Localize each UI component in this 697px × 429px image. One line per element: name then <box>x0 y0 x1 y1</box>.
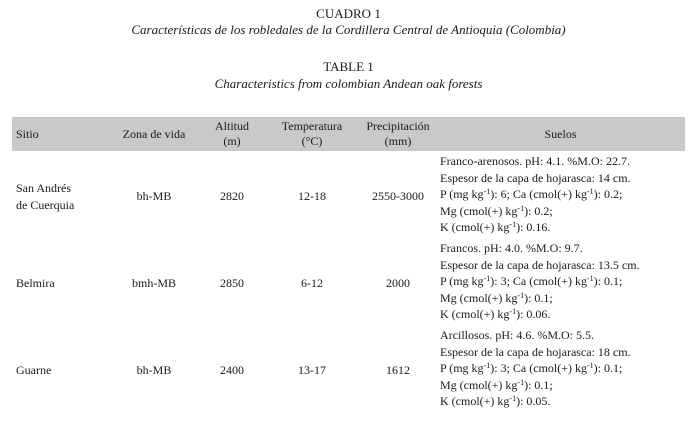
table-row <box>12 240 685 327</box>
cell-zona: bh-MB <box>136 363 172 377</box>
cell-sitio: Guarne <box>16 363 52 377</box>
cell-zona: bh-MB <box>136 189 172 203</box>
header-altitud: Altitud (m) <box>214 119 249 148</box>
header-precipitacion: Precipitación (mm) <box>366 119 430 148</box>
cell-temperatura: 12-18 <box>298 189 326 203</box>
cell-precipitacion: 2550-3000 <box>372 189 424 203</box>
cell-temperatura: 13-17 <box>298 363 326 377</box>
header-temperatura: Temperatura (°C) <box>281 119 343 148</box>
cell-precipitacion: 2000 <box>386 276 410 290</box>
cell-suelos: Franco-arenosos. pH: 4.1. %M.O: 22.7. Espesor de la capa de hojarasca: 14 cm. P (mg $kg^{-1}$): 6; Ca (cmol(+) $kg^{-1}$): 0.2; Mg (cmol(+) $kg^{-1}$): 0.2; K (cmol(+) $kg^{-1}$): 0.16. <box>440 154 631 235</box>
cell-altitud: 2850 <box>220 276 244 290</box>
caption-label-en: TABLE 1 <box>323 59 374 74</box>
caption-title-es: Características de los robledales de la Cordillera Central de Antioquia (Colombia) <box>131 22 566 37</box>
cell-precipitacion: 1612 <box>386 363 410 377</box>
header-zona-de-vida: Zona de vida <box>122 126 186 141</box>
cell-suelos: Francos. pH: 4.0. %M.O: 9.7. Espesor de la capa de hojarasca: 13.5 cm. P (mg $kg^{-1}$): 3; Ca (cmol(+) $kg^{-1}$): 0.1; Mg (cmol(+) $kg^{-1}$): 0.1; K (cmol(+) $kg^{-1}$): 0.06. <box>440 241 640 322</box>
caption-title-en: Characteristics from colombian Andean oak forests <box>214 76 483 91</box>
cell-altitud: 2400 <box>220 363 244 377</box>
table-header-row <box>12 117 685 151</box>
cell-temperatura: 6-12 <box>301 276 323 290</box>
table-row <box>12 153 685 240</box>
header-sitio: Sitio <box>16 126 39 141</box>
header-suelos: Suelos <box>544 126 577 141</box>
cell-sitio: Belmira <box>16 276 55 290</box>
cell-sitio: San Andrés de Cuerquia <box>16 180 75 212</box>
cell-zona: bmh-MB <box>131 276 176 290</box>
table-row <box>12 327 685 414</box>
cell-suelos: Arcillosos. pH: 4.6. %M.O: 5.5. Espesor de la capa de hojarasca: 18 cm. P (mg $kg^{-1}$): 3; Ca (cmol(+) $kg^{-1}$): 0.1; Mg (cmol(+) $kg^{-1}$): 0.1; K (cmol(+) $kg^{-1}$): 0.05. <box>440 328 631 409</box>
cell-altitud: 2820 <box>220 189 244 203</box>
caption-label-es: CUADRO 1 <box>316 6 381 21</box>
oak-forest-table <box>12 117 685 414</box>
